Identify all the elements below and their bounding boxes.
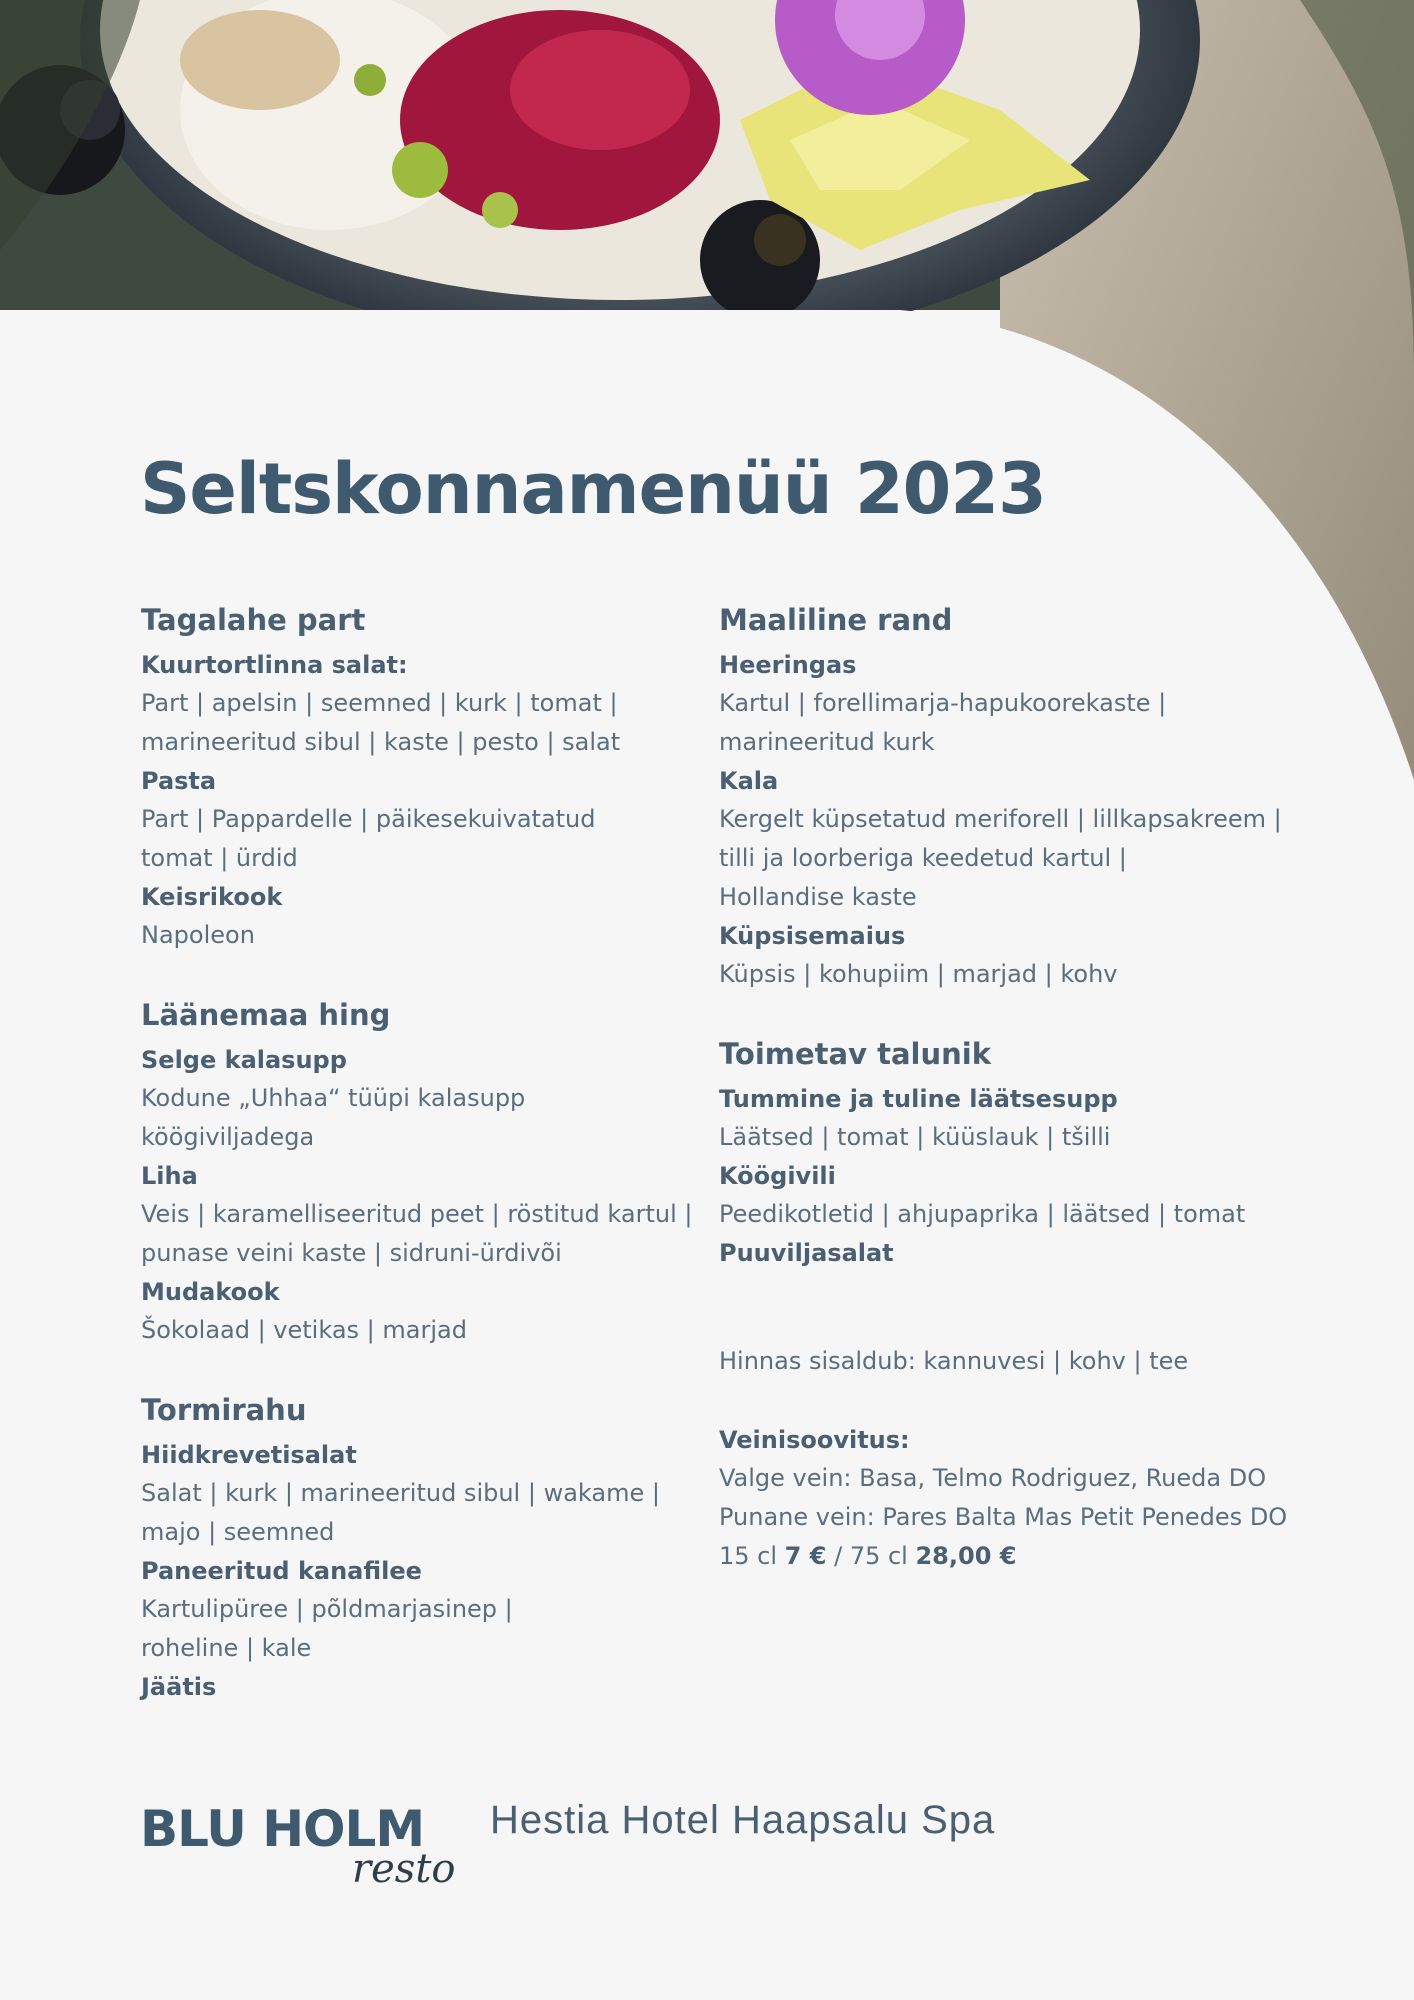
price-separator: / xyxy=(834,1542,843,1570)
section-title: Läänemaa hing xyxy=(141,998,391,1032)
menu-course xyxy=(141,1157,701,1273)
menu-course xyxy=(719,917,1339,994)
course-description: Küpsis | kohupiim | marjad | kohv xyxy=(719,960,1118,988)
menu-course xyxy=(141,762,701,878)
course-name: Mudakook xyxy=(141,1278,280,1306)
course-name: Tummine ja tuline läätsesupp xyxy=(719,1085,1118,1113)
menu-course xyxy=(141,1668,701,1706)
course-description: Part | Pappardelle | päikesekuivatatud xyxy=(141,805,596,833)
course-description: punase veini kaste | sidruni-ürdivõi xyxy=(141,1239,562,1267)
menu-course xyxy=(141,1552,701,1668)
course-name: Puuviljasalat xyxy=(719,1239,894,1267)
course-name: Selge kalasupp xyxy=(141,1046,347,1074)
course-description: Part | apelsin | seemned | kurk | tomat | xyxy=(141,689,618,717)
menu-section xyxy=(719,600,1339,994)
course-description: marineeritud kurk xyxy=(719,728,935,756)
course-name: Köögivili xyxy=(719,1162,836,1190)
menu-course xyxy=(141,646,701,762)
course-description: tomat | ürdid xyxy=(141,844,298,872)
section-title: Maaliline rand xyxy=(719,603,953,637)
course-name: Liha xyxy=(141,1162,198,1190)
course-description: Peedikotletid | ahjupaprika | läätsed | tomat xyxy=(719,1200,1246,1228)
course-description: Hollandise kaste xyxy=(719,883,917,911)
course-description: Läätsed | tomat | küüslauk | tšilli xyxy=(719,1123,1111,1151)
course-name: Hiidkrevetisalat xyxy=(141,1441,357,1469)
page-title: Seltskonnamenüü 2023 xyxy=(140,448,1046,530)
section-title: Tormirahu xyxy=(141,1393,307,1427)
wine-white: Valge vein: Basa, Telmo Rodriguez, Rueda DO xyxy=(719,1464,1267,1492)
menu-section xyxy=(141,995,701,1350)
menu-section xyxy=(141,1390,701,1706)
course-name: Paneeritud kanafilee xyxy=(141,1557,422,1585)
course-name: Heeringas xyxy=(719,651,857,679)
course-name: Pasta xyxy=(141,767,217,795)
large-volume: 75 cl xyxy=(849,1542,908,1570)
course-description: Kergelt küpsetatud meriforell | lillkapsakreem | xyxy=(719,805,1282,833)
course-description: marineeritud sibul | kaste | pesto | salat xyxy=(141,728,621,756)
menu-section xyxy=(141,600,701,955)
course-description: Kodune „Uhhaa“ tüüpi kalasupp xyxy=(141,1084,526,1112)
resto-logo-script: resto xyxy=(352,1846,456,1892)
small-price: 7 € xyxy=(784,1542,827,1570)
menu-course xyxy=(719,1157,1339,1234)
course-name: Kuurtortlinna salat: xyxy=(141,651,408,679)
menu-course xyxy=(719,1080,1339,1157)
small-volume: 15 cl xyxy=(719,1542,778,1570)
menu-course xyxy=(719,646,1339,762)
menu-course xyxy=(141,878,701,955)
menu-column-right xyxy=(719,600,1339,1576)
course-description: majo | seemned xyxy=(141,1518,335,1546)
blu-holm-logo: BLU HOLM xyxy=(140,1800,425,1858)
menu-course xyxy=(719,1234,1339,1272)
course-description: Veis | karamelliseeritud peet | röstitud kartul | xyxy=(141,1200,693,1228)
course-description: tilli ja loorberiga keedetud kartul | xyxy=(719,844,1127,872)
menu-course xyxy=(141,1436,701,1552)
wine-recommendation xyxy=(719,1421,1339,1576)
menu-section xyxy=(719,1034,1339,1272)
menu-course xyxy=(141,1041,701,1157)
wine-price xyxy=(719,1537,1339,1576)
course-name: Keisrikook xyxy=(141,883,283,911)
course-description: Kartul | forellimarja-hapukoorekaste | xyxy=(719,689,1167,717)
course-description: roheline | kale xyxy=(141,1634,312,1662)
menu-course xyxy=(141,1273,701,1350)
course-description: Kartulipüree | põldmarjasinep | xyxy=(141,1595,513,1623)
large-price: 28,00 € xyxy=(915,1542,1017,1570)
course-description: köögiviljadega xyxy=(141,1123,315,1151)
course-name: Jäätis xyxy=(141,1673,217,1701)
included-note: Hinnas sisaldub: kannuvesi | kohv | tee xyxy=(719,1347,1189,1375)
section-title: Tagalahe part xyxy=(141,603,366,637)
wine-heading: Veinisoovitus: xyxy=(719,1426,910,1454)
course-description: Napoleon xyxy=(141,921,255,949)
menu-course xyxy=(719,762,1339,917)
course-description: Salat | kurk | marineeritud sibul | wakame | xyxy=(141,1479,660,1507)
wine-red: Punane vein: Pares Balta Mas Petit Penedes DO xyxy=(719,1503,1288,1531)
course-name: Küpsisemaius xyxy=(719,922,906,950)
course-description: Šokolaad | vetikas | marjad xyxy=(141,1316,467,1344)
course-name: Kala xyxy=(719,767,779,795)
section-title: Toimetav talunik xyxy=(719,1037,992,1071)
menu-column-left xyxy=(141,600,701,1746)
hestia-hotel-logo: Hestia Hotel Haapsalu Spa xyxy=(490,1798,996,1842)
